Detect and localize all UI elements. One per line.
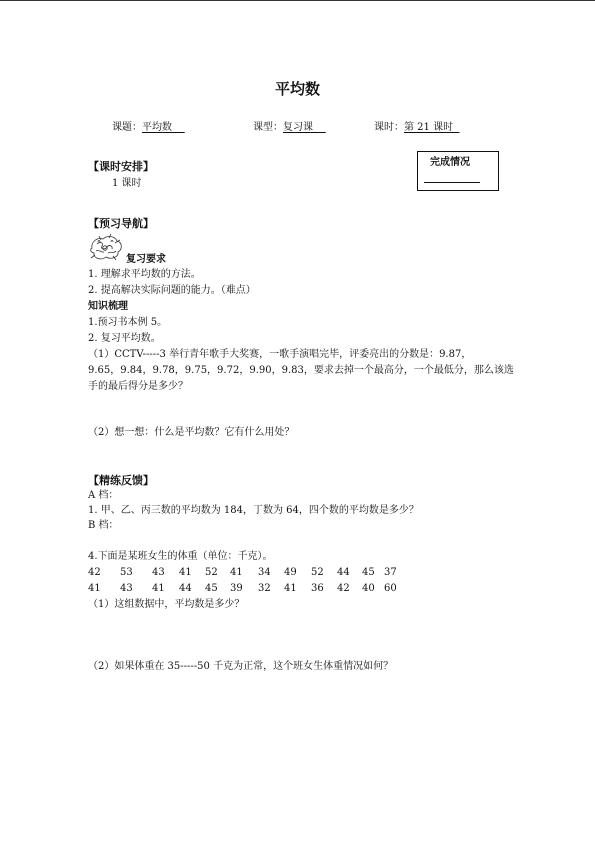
- weight-cell: 39: [230, 583, 243, 594]
- weight-cell: 40: [362, 583, 375, 594]
- weight-cell: 52: [311, 567, 324, 578]
- weight-cell: 34: [258, 567, 271, 578]
- requirement-2: 2. 提高解决实际问题的能力。（难点）: [88, 285, 256, 296]
- weight-cell: 41: [179, 567, 192, 578]
- weight-cell: 43: [152, 567, 165, 578]
- weight-cell: 36: [311, 583, 324, 594]
- schedule-heading: 【课时安排】: [88, 160, 154, 173]
- weights-row-2: [88, 583, 418, 597]
- period-info: [374, 121, 459, 135]
- type-info: [253, 121, 326, 135]
- weights-row-1: [88, 567, 418, 581]
- practice-heading: 【精练反馈】: [88, 474, 154, 487]
- type-label: 课型：: [253, 122, 283, 133]
- schedule-value: 1 课时: [112, 178, 142, 189]
- weight-cell: 60: [384, 583, 397, 594]
- weight-cell: 45: [205, 583, 218, 594]
- page-title: 平均数: [274, 80, 320, 98]
- level-b-label: B 档：: [88, 520, 119, 531]
- weight-cell: 41: [284, 583, 297, 594]
- completion-status-label: 完成情况: [430, 157, 470, 168]
- type-value: 复习课: [283, 122, 313, 133]
- weight-cell: 52: [205, 567, 218, 578]
- weight-cell: 41: [88, 583, 101, 594]
- question-1-line-2: 9.65，9.84，9.78，9.75，9.72，9.90，9.83，要求去掉一个最高分，一个最低分，那么该选: [88, 365, 514, 376]
- question-1-line-1: （1）CCTV-----3 举行青年歌手大奖赛，一歌手演唱完毕，评委亮出的分数是：9.87，: [88, 349, 472, 360]
- question-1-line-3: 手的最后得分是多少？: [88, 381, 188, 392]
- sub-question-2: （2）如果体重在 35-----50 千克为正常，这个班女生体重情况如何？: [88, 661, 394, 672]
- weight-cell: 53: [120, 567, 133, 578]
- sub-question-1: （1）这组数据中，平均数是多少？: [88, 599, 245, 610]
- review-requirements-heading: 复习要求: [126, 254, 166, 265]
- knowledge-item-1: 1.预习书本例 5。: [88, 317, 168, 328]
- page-top-rule: [0, 0, 595, 1]
- weight-cell: 43: [120, 583, 133, 594]
- weight-cell: 41: [152, 583, 165, 594]
- topic-info: [112, 121, 185, 135]
- question-2: （2）想一想：什么是平均数？它有什么用处？: [88, 427, 295, 438]
- weight-cell: 44: [337, 567, 350, 578]
- review-doodle-icon: [89, 234, 125, 262]
- weight-cell: 42: [337, 583, 350, 594]
- period-underline: [453, 122, 459, 133]
- question-4: 4.下面是某班女生的体重（单位：千克）。: [88, 551, 273, 562]
- preview-heading: 【预习导航】: [88, 217, 154, 230]
- level-a-question-1: 1. 甲、乙、丙三数的平均数为 184，丁数为 64，四个数的平均数是多少？: [88, 505, 419, 516]
- weight-cell: 32: [258, 583, 271, 594]
- weight-cell: 41: [230, 567, 243, 578]
- level-a-label: A 档：: [88, 490, 119, 501]
- knowledge-heading: 知识梳理: [88, 301, 128, 312]
- weight-cell: 49: [284, 567, 297, 578]
- period-value: 第 21 课时: [404, 122, 454, 133]
- topic-underline: [172, 122, 185, 133]
- type-underline: [313, 122, 326, 133]
- period-label: 课时：: [374, 122, 404, 133]
- weight-cell: 37: [384, 567, 397, 578]
- requirement-1: 1. 理解求平均数的方法。: [88, 269, 201, 280]
- completion-status-line: [424, 182, 480, 183]
- weight-cell: 44: [179, 583, 192, 594]
- weight-cell: 42: [88, 567, 101, 578]
- weight-cell: 45: [362, 567, 375, 578]
- topic-value: 平均数: [142, 122, 172, 133]
- knowledge-item-2: 2. 复习平均数。: [88, 333, 161, 344]
- topic-label: 课题：: [112, 122, 142, 133]
